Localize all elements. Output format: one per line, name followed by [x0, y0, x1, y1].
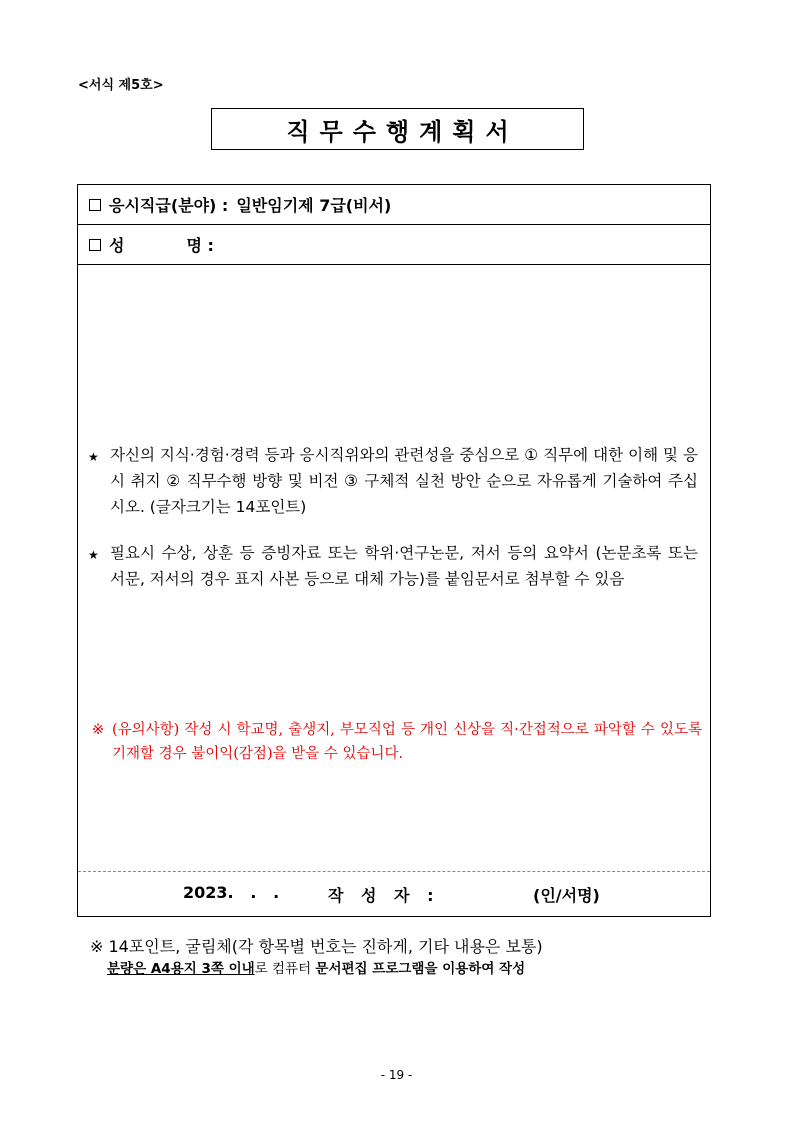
name-row [78, 225, 710, 265]
star-icon: ★ [88, 450, 99, 464]
star-icon: ★ [88, 548, 99, 562]
instruction-note [88, 540, 698, 592]
footnote-format: ※ 14포인트, 굴림체(각 항목별 번호는 진하게, 기타 내용은 보통) [90, 937, 543, 956]
footnote-length [107, 957, 525, 977]
seal-label: (인/서명) [533, 886, 600, 905]
footnote-length-limit: 분량은 A4용지 3쪽 이내 [107, 961, 255, 977]
instruction-note [88, 442, 698, 520]
instruction-text: 자신의 지식·경험·경력 등과 응시직위와의 관련성을 중심으로 ① 직무에 대한 이해 및 응시 취지 ② 직무수행 방향 및 비전 ③ 구체적 실천 방안 순으로 자유롭게 기술하여 주십시오. (글자크기는 14포인트) [110, 446, 698, 516]
field-value: 일반임기제 7급(비서) [236, 196, 392, 215]
checkbox-icon [89, 199, 101, 211]
name-label-second: 명 : [186, 236, 214, 255]
instruction-text: 필요시 수상, 상훈 등 증빙자료 또는 학위·연구논문, 저서 등의 요약서 (논문초록 또는 서문, 저서의 경우 표지 사본 등으로 대체 가능)를 붙임문서로 첨부할 수 있음 [110, 544, 698, 588]
footnote-length-tool: 문서편집 프로그램을 이용하여 작성 [315, 961, 526, 977]
form-number-label: <서식 제5호> [78, 78, 164, 93]
author-label: 작 성 자 : [328, 886, 440, 905]
document-title: 직무수행계획서 [286, 117, 519, 146]
field-label: 응시직급(분야) : [109, 196, 229, 215]
form-table [77, 184, 711, 917]
document-title-box [211, 108, 584, 150]
field-row [78, 185, 710, 225]
warning-text: (유의사항) 작성 시 학교명, 출생지, 부모직업 등 개인 신상을 직·간접적으로 파악할 수 있도록 기재할 경우 불이익(감점)을 받을 수 있습니다. [112, 722, 702, 762]
reference-mark-icon: ※ [92, 722, 105, 738]
footnote-length-mid: 로 컴퓨터 [254, 961, 316, 977]
name-label-first: 성 [109, 236, 125, 255]
warning-note [92, 718, 702, 766]
page-number: - 19 - [380, 1068, 413, 1082]
signature-date: 2023. . . [183, 883, 280, 902]
signature-row [78, 872, 710, 916]
checkbox-icon [89, 239, 101, 251]
